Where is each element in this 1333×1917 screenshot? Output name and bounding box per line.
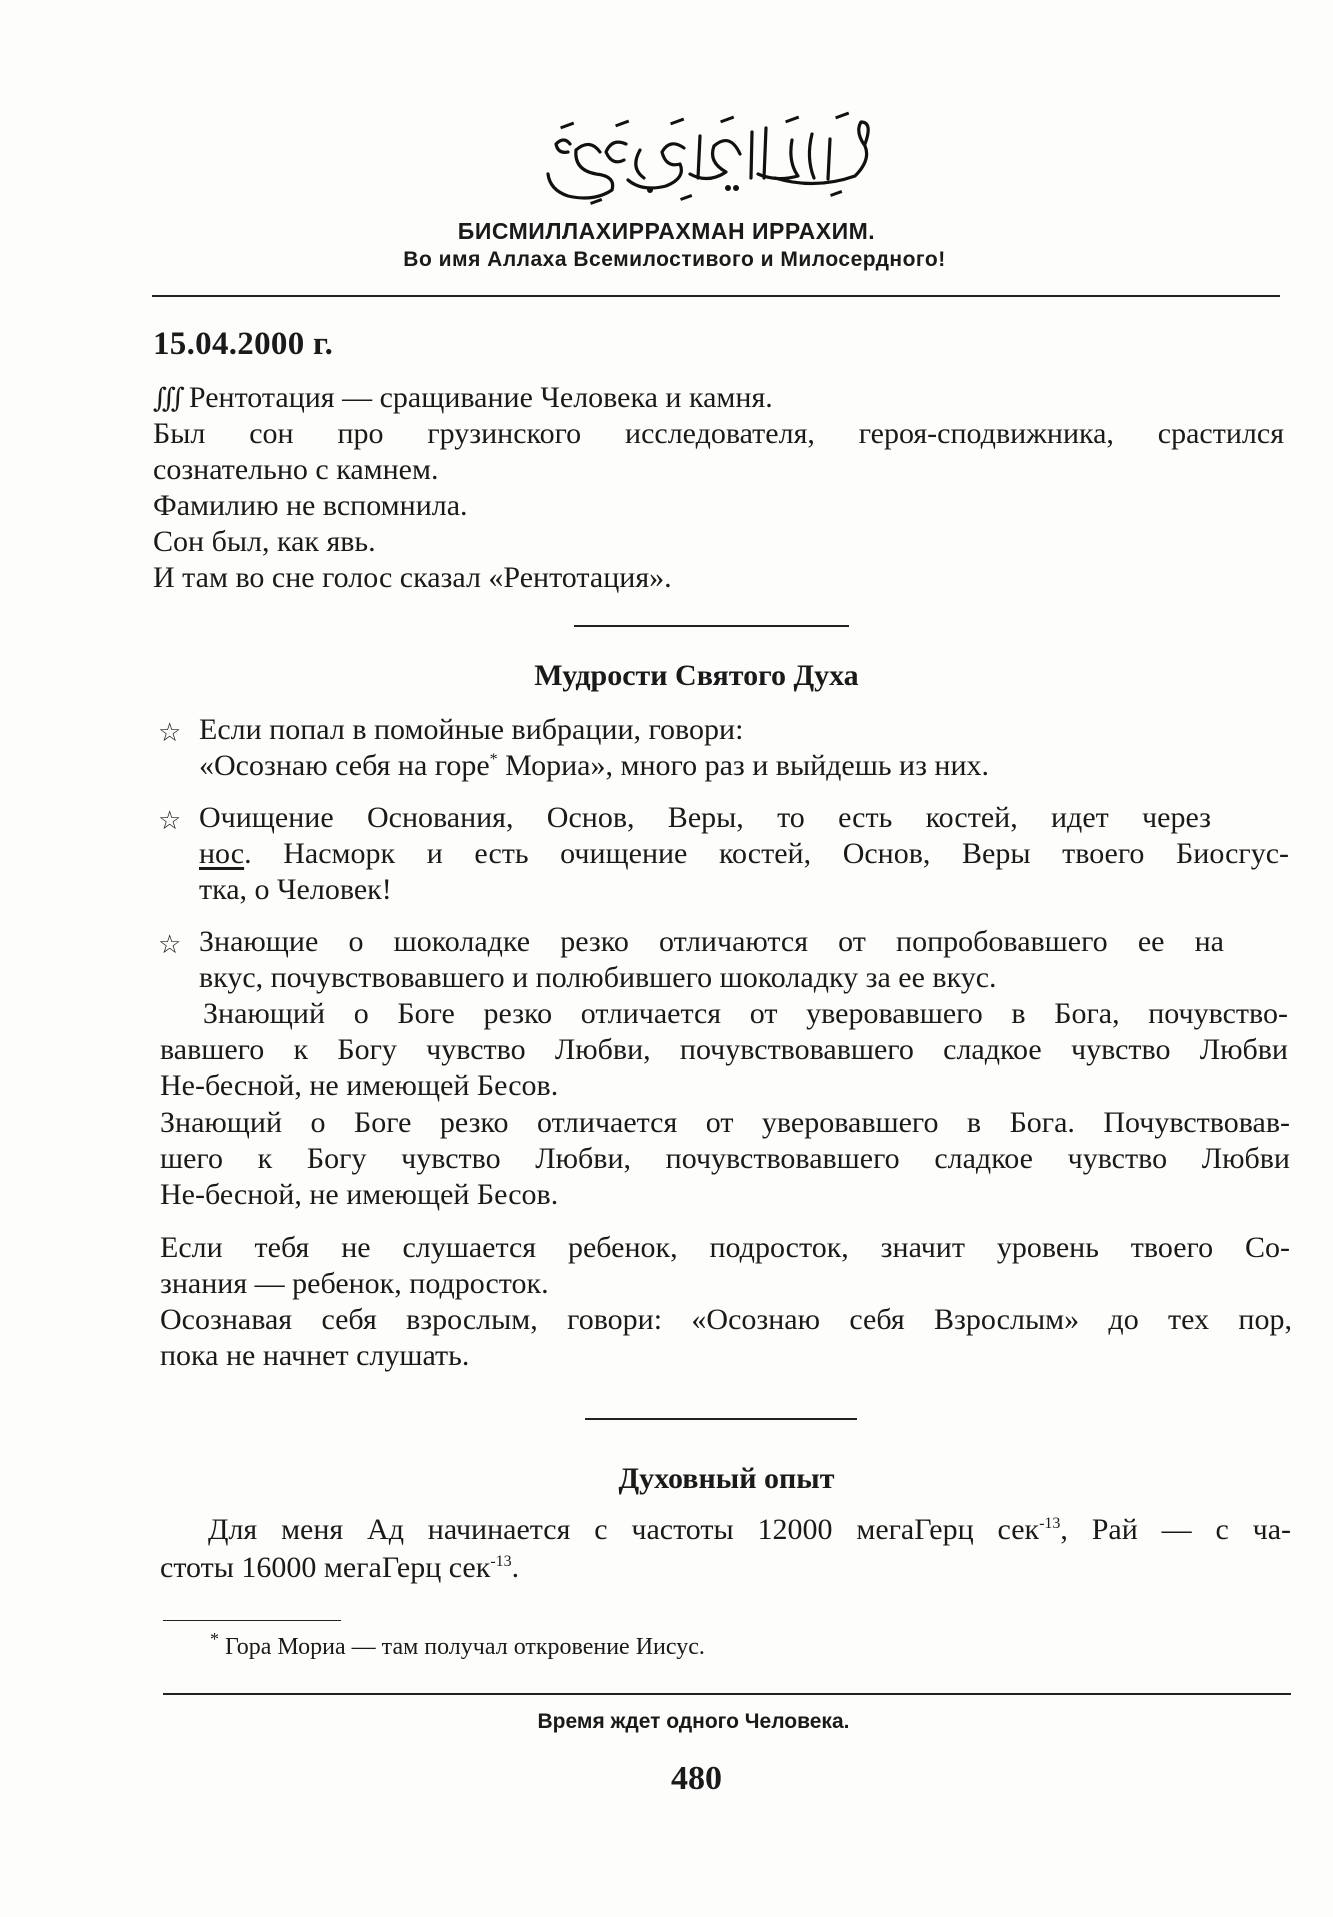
wisdom-paragraph-line: Не-бесной, не имеющей Бесов.	[160, 1069, 559, 1102]
entry-date: 15.04.2000 г.	[153, 326, 334, 362]
entry-line: Был сон про грузинского исследователя, героя-сподвижника, срастился	[153, 417, 1284, 450]
footer-rule	[163, 1693, 1291, 1695]
wisdom-item-line: вкус, почувствовавшего и полюбившего шоколадку за ее вкус.	[199, 961, 997, 994]
wisdom-paragraph-line: знания — ребенок, подросток.	[160, 1267, 549, 1300]
page-number: 480	[671, 1760, 722, 1797]
entry-line: Фамилию не вспомнила.	[153, 489, 468, 522]
footnote-rule	[163, 1620, 341, 1621]
experience-line: Для меня Ад начинается с частоты 12000 мегаГерц сек$^{-13}$, Рай — с ча-	[208, 1513, 1292, 1546]
wisdom-paragraph-line: вавшего к Богу чувство Любви, почувствовавшего сладкое чувство Любви	[160, 1033, 1288, 1066]
bismillah-calligraphy	[530, 104, 890, 210]
wisdom-paragraph-line: шего к Богу чувство Любви, почувствовавшего сладкое чувство Любви	[160, 1142, 1290, 1175]
entry-line: ∭ Рентотация — сращивание Человека и камня.	[153, 381, 773, 414]
star-outline-icon: ☆	[158, 930, 182, 959]
header-subtitle: Во имя Аллаха Всемилостивого и Милосердного!	[403, 248, 946, 271]
star-outline-icon: ☆	[158, 718, 182, 747]
wisdom-paragraph-line: Знающий о Боге резко отличается от уверовавшего в Бога. Почувствовав-	[160, 1106, 1290, 1139]
header-rule	[152, 295, 1280, 297]
entry-line: И там во сне голос сказал «Рентотация».	[153, 561, 672, 594]
section-title-wisdom: Мудрости Святого Духа	[534, 659, 859, 692]
wisdom-item-line: Знающие о шоколадке резко отличаются от попробовавшего ее на	[199, 925, 1224, 958]
entry-line: Сон был, как явь.	[153, 525, 376, 558]
header-title: БИСМИЛЛАХИРРАХМАН ИРРАХИМ.	[457, 218, 876, 244]
footer-motto: Время ждет одного Человека.	[537, 1710, 850, 1733]
wisdom-item-line: нос. Насморк и есть очищение костей, Основ, Веры твоего Биосгус-	[199, 837, 1289, 870]
section-title-experience: Духовный опыт	[618, 1462, 835, 1495]
wisdom-paragraph-line: пока не начнет слушать.	[160, 1339, 470, 1372]
entry-line: сознательно с камнем.	[153, 453, 439, 486]
footnote: * Гора Мориа — там получал откровение Иисус.	[210, 1629, 705, 1660]
section-divider	[585, 1418, 857, 1420]
wisdom-paragraph-line: Не-бесной, не имеющей Бесов.	[160, 1178, 559, 1211]
experience-line: стоты 16000 мегаГерц сек$^{-13}$.	[160, 1551, 520, 1584]
wisdom-item-line: тка, о Человек!	[199, 873, 392, 906]
wisdom-paragraph-line: Осознавая себя взрослым, говори: «Осознаю себя Взрослым» до тех пор,	[160, 1303, 1292, 1336]
wisdom-item-line: Если попал в помойные вибрации, говори:	[199, 713, 744, 746]
wisdom-paragraph-line: Знающий о Боге резко отличается от уверовавшего в Бога, почувство-	[203, 997, 1288, 1030]
wisdom-item-line: «Осознаю себя на горе* Мориа», много раз и выйдешь из них.	[199, 749, 990, 782]
star-outline-icon: ☆	[158, 806, 182, 835]
wisdom-paragraph-line: Если тебя не слушается ребенок, подросток, значит уровень твоего Со-	[160, 1231, 1290, 1264]
infinity-knot-icon: ∭	[153, 383, 183, 413]
section-divider	[574, 625, 849, 627]
wisdom-item-line: Очищение Основания, Основ, Веры, то есть костей, идет через	[199, 801, 1211, 834]
